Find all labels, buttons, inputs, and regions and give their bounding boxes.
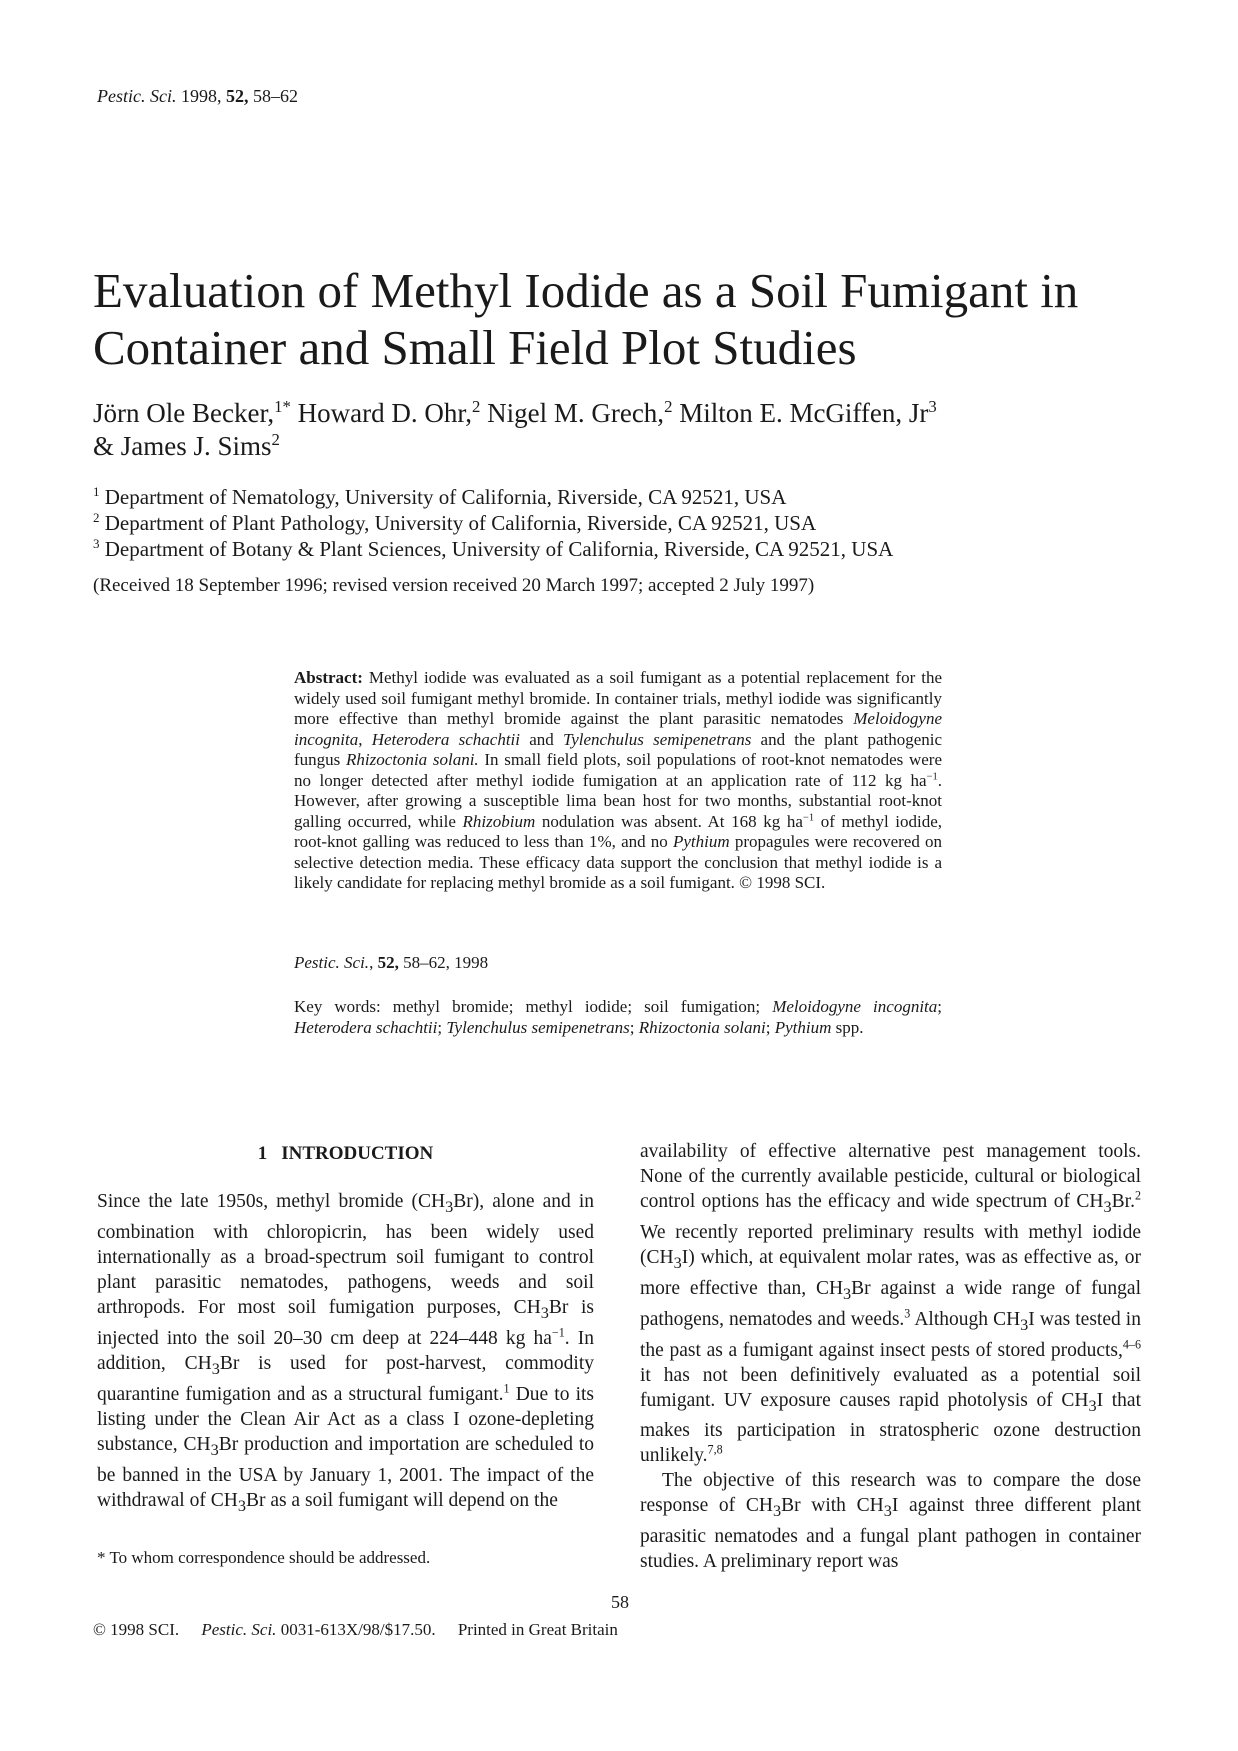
species-name: Heterodera schachtii [371,729,521,749]
journal-year: 1998, [180,86,222,106]
author-name: Milton E. McGiffen, Jr [679,398,929,428]
section-number: 1 [257,1143,268,1164]
journal-pages: 58–62 [252,86,298,106]
journal-volume: 52, [225,86,249,106]
affiliation-list [93,484,1093,562]
affiliation: $^1$ Department of Nematology, University of California, Riverside, CA 92521, USA [93,484,787,509]
intro-right-column [640,1139,1141,1574]
paper-title: Evaluation of Methyl Iodide as a Soil Fumigant in Container and Small Field Plot Studies [93,263,1079,375]
species-name: Pythium [673,832,730,851]
footer-issn: 0031-613X/98/$17.50. [280,1620,436,1639]
received-dates: (Received 18 September 1996; revised version received 20 March 1997; accepted 2 July 1997) [93,575,815,596]
author-affil-mark: 3 [928,397,937,416]
author-list [93,397,1093,463]
paragraph: The objective of this research was to compare the dose response of $CH_3Br$ with $CH_3I$ against three different plant parasitic nematodes and a fungal plant pathogen in container studies. A preliminary report was [640,1470,1141,1573]
page-number: 58 [611,1592,629,1612]
species-name: Tylenchulus semipenetrans [563,729,752,749]
author-affil-mark: 2 [471,397,481,416]
copyright: © 1998 SCI. [93,1620,180,1639]
author-affil-mark: 2 [664,397,673,416]
abstract-label: Abstract: [294,668,363,687]
author-name: Jörn Ole Becker, [93,398,275,428]
intro-left-column [97,1189,594,1518]
affiliation: $^2$ Department of Plant Pathology, University of California, Riverside, CA 92521, USA [93,510,817,535]
page-footer [93,1620,636,1640]
author-name: Howard D. Ohr, [297,398,472,428]
author-name: & James J. Sims [93,431,272,461]
species-name: Rhizobium [462,811,536,831]
affiliation: $^3$ Department of Botany & Plant Sciences, University of California, Riverside, CA 92521, USA [93,536,894,561]
abstract: Abstract: Methyl iodide was evaluated as a soil fumigant as a potential replacement for the widely used soil fumigant methyl bromide. In container trials, methyl iodide was significantly more effective than methyl bromide against the plant parasitic nematodes Meloidogyne incognita, Heterodera schachtii and Tylenchulus semipenetrans and the plant pathogenic fungus Rhizoctonia solani. In small field plots, soil populations of root-knot nematodes were no longer detected after methyl iodide fumigation at an application rate of 112 kg $ha^{-1}$. However, after growing a susceptible lima bean host for two months, substantial root-knot galling occurred, while Rhizobium nodulation was absent. At 168 kg $ha^{-1}$ of methyl iodide, root-knot galling was reduced to less than 1%, and no Pythium propagules were recovered on selective detection media. These efficacy data support the conclusion that methyl iodide is a likely candidate for replacing methyl bromide as a soil fumigant. © 1998 SCI. [294,668,943,892]
journal-name: Pestic. Sci. [97,86,177,106]
citation-line: Pestic. Sci., 52, 58–62, 1998 [294,953,489,972]
journal-reference [97,86,298,107]
footer-journal: Pestic. Sci. [201,1620,277,1639]
keywords: Key words: methyl bromide; methyl iodide; soil fumigation; Meloidogyne incognita; Heterodera schachtii; Tylenchulus semipenetrans; Rhizoctonia solani; Pythium spp. [294,997,942,1037]
species-name: Rhizoctonia solani. [345,750,479,769]
author-affil-mark: 1* [274,397,291,416]
species-name: Meloidogyne incognita [294,709,943,749]
author-name: Nigel M. Grech, [487,398,665,428]
section-title: INTRODUCTION [281,1143,434,1164]
correspondence-footnote: * To whom correspondence should be addressed. [97,1548,431,1567]
footer-printed: Printed in Great Britain [457,1620,618,1639]
section-heading [97,1143,594,1165]
paragraph: Since the late 1950s, methyl bromide $(CH_3Br)$, alone and in combination with chloropicrin, has been widely used internationally as a broad-spectrum soil fumigant to control plant parasitic nematodes, pathogens, weeds and soil arthropods. For most soil fumigation purposes, $CH_3Br$ is injected into the soil 20–30 cm deep at 224–448 kg $ha^{-1}$. In addition, $CH_3Br$ is used for post-harvest, commodity quarantine fumigation and as a structural fumigant.$^1$ Due to its listing under the Clean Air Act as a class I ozone-depleting substance, $CH_3Br$ production and importation are scheduled to be banned in the USA by January 1, 2001. The impact of the withdrawal of $CH_3Br$ as a soil fumigant will depend on the [97,1191,595,1515]
author-affil-mark: 2 [271,430,280,449]
paragraph: availability of effective alternative pest management tools. None of the currently available pesticide, cultural or biological control options has the efficacy and wide spectrum of $CH_3Br.^2$ We recently reported preliminary results with methyl iodide $(CH_3I)$ which, at equivalent molar rates, was as effective as, or more effective than, $CH_3Br$ against a wide range of fungal pathogens, nematodes and weeds.$^3$ Although $CH_3I$ was tested in the past as a fumigant against insect pests of stored products,$^{4-6}$ it has not been definitively evaluated as a potential soil fumigant. UV exposure causes rapid photolysis of $CH_3I$ that makes its participation in stratospheric ozone destruction unlikely.$^{7,8}$ [640,1141,1142,1467]
